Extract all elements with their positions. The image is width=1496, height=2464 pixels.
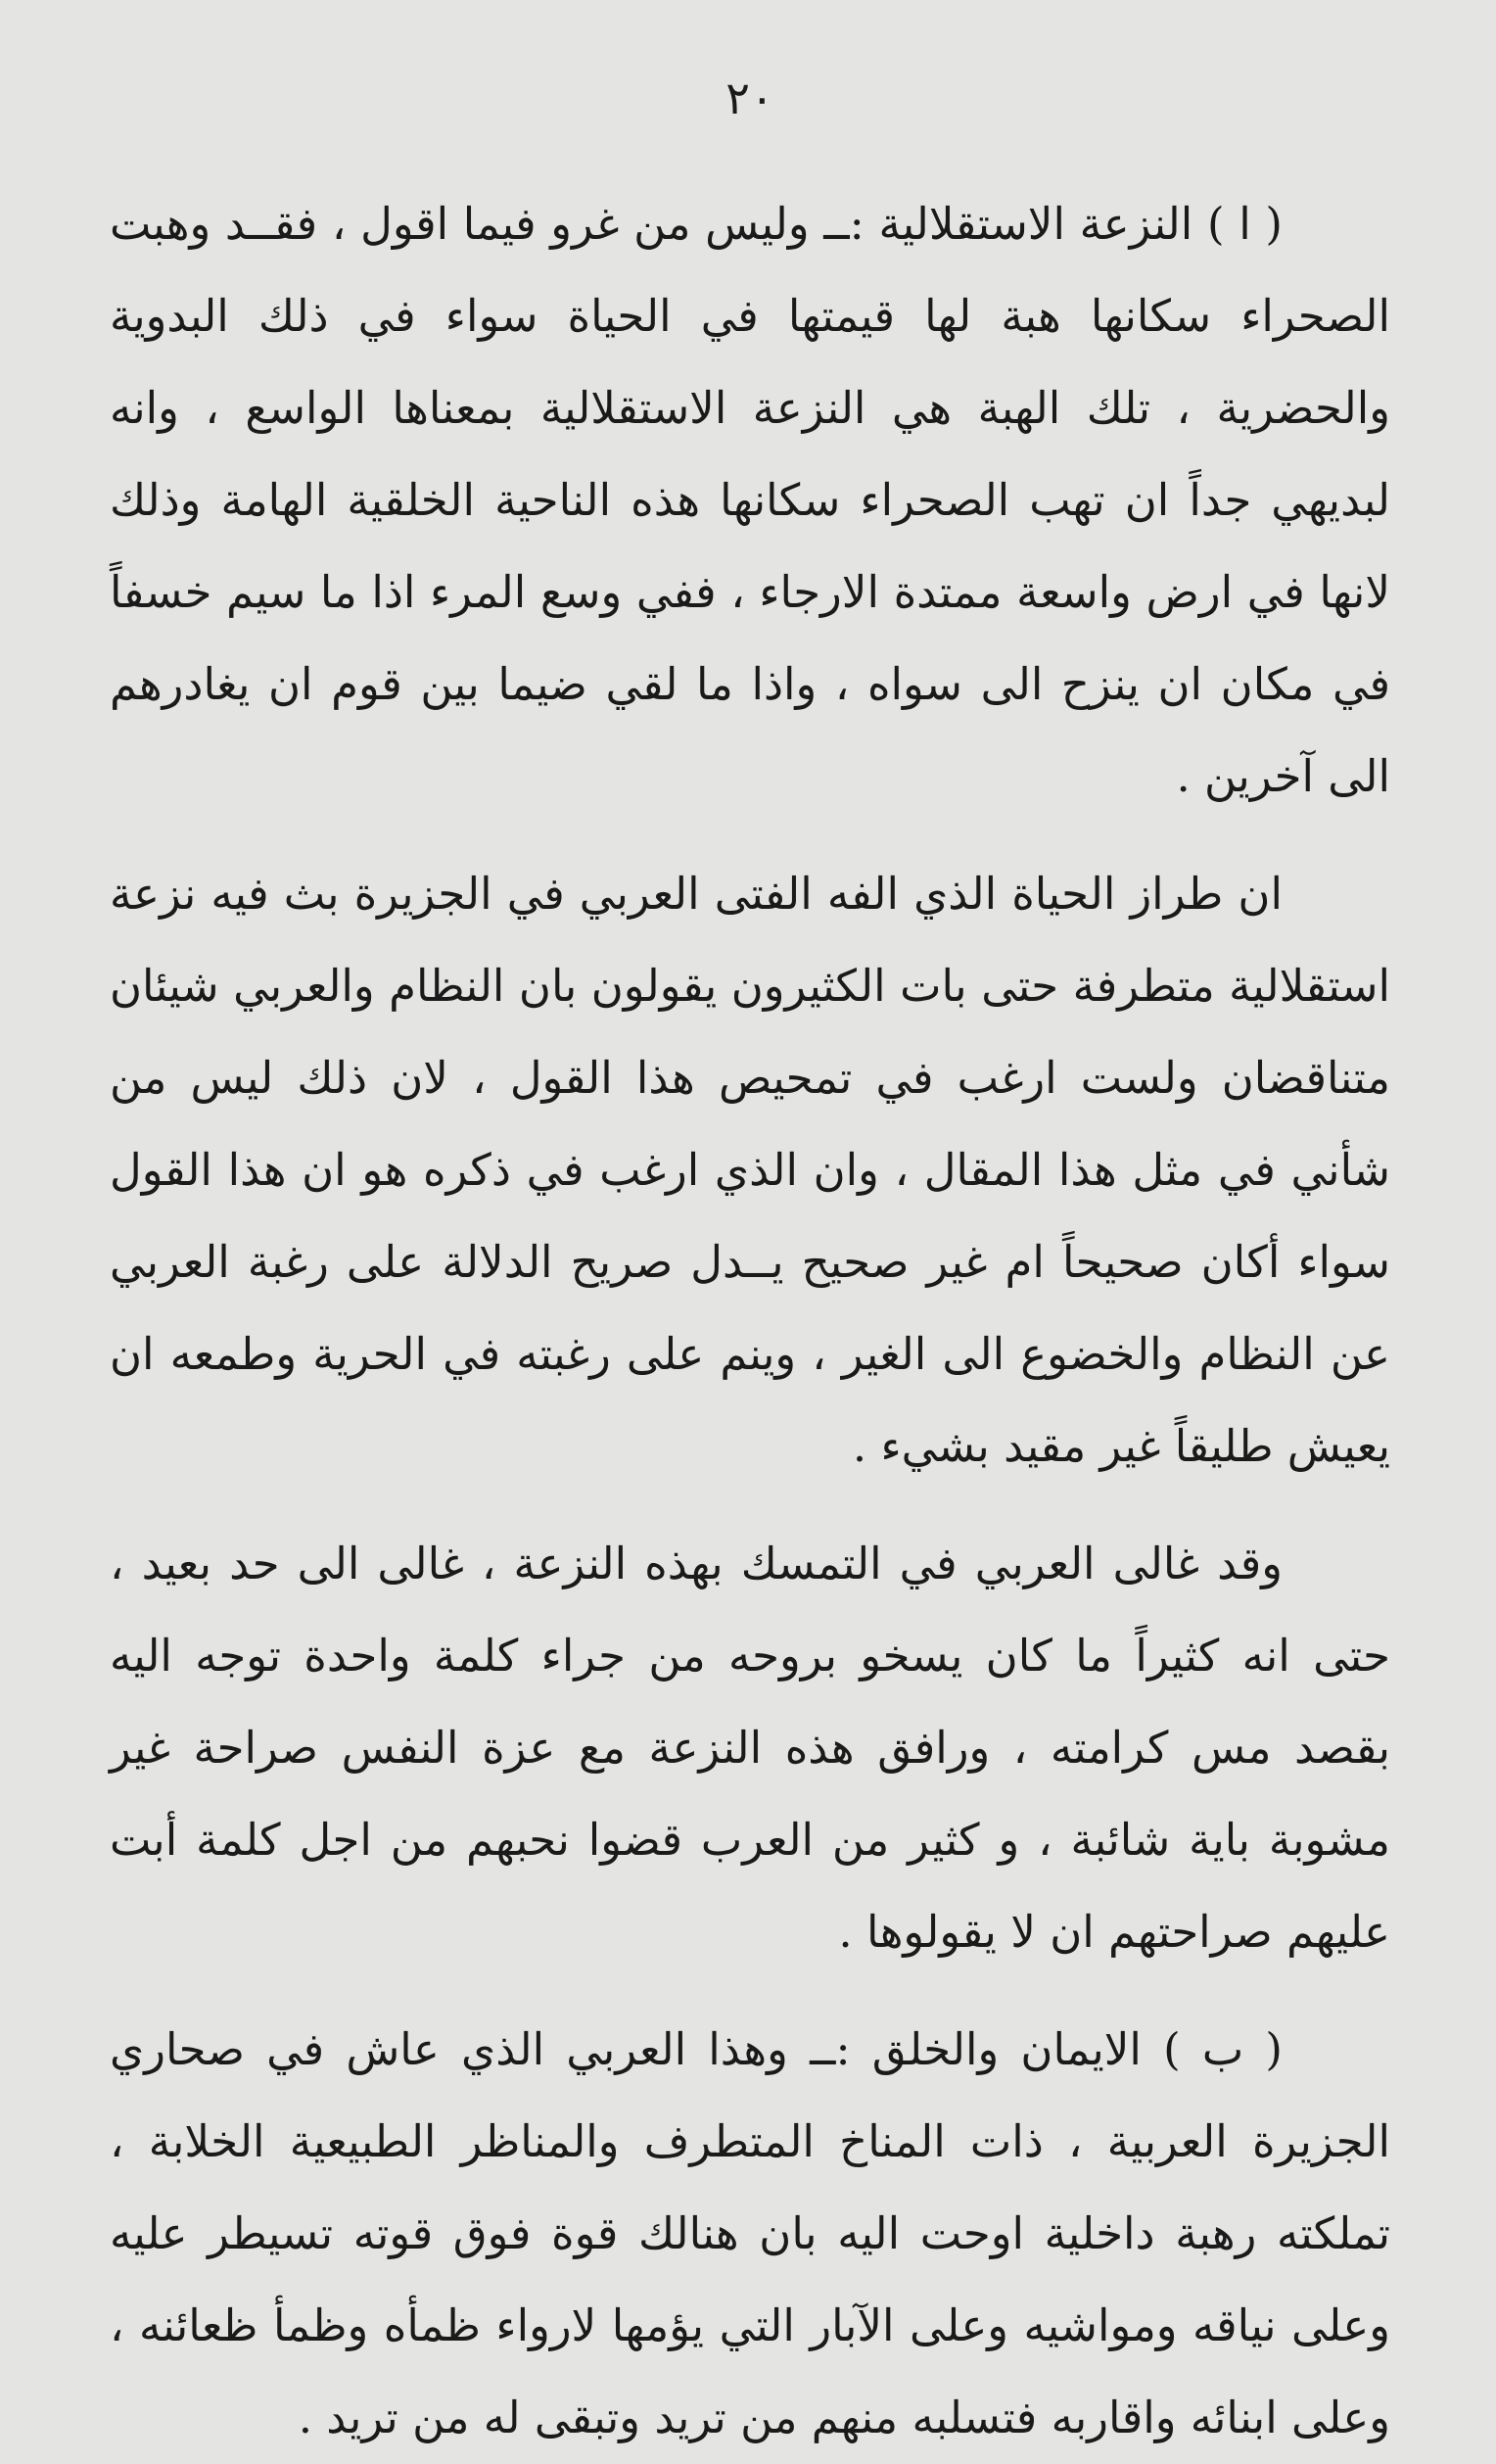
paragraph-faith: [110, 2004, 1390, 2464]
section-heading-a: ( ا ) النزعة الاستقلالية :ــ: [823, 198, 1283, 250]
section-heading-b: ( ب ) الايمان والخلق :ــ: [810, 2023, 1283, 2075]
paragraph-text: وليس من غرو فيما اقول ، فقــد وهبت الصحراء سكانها هبة لها قيمتها في الحياة سواء في ذلك البدوية والحضرية ، تلك الهبة هي النزعة الاستقلالية بمعناها الواسع ، وانه لبديهي جداً ان تهب الصحراء سكانها هذه الناحية الخلقية الهامة وذلك لانها في ارض واسعة ممتدة الارجاء ، ففي وسع المرء اذا ما سيم خسفاً في مكان ان ينزح الى سواه ، واذا ما لقي ضيما بين قوم ان يغادرهم الى آخرين .: [110, 198, 1390, 802]
paragraph-lifestyle: [110, 848, 1390, 1493]
paragraph-dignity: [110, 1518, 1390, 1978]
paragraph-text: وقد غالى العربي في التمسك بهذه النزعة ، غالى الى حد بعيد ، حتى انه كثيراً ما كان يسخو بروحه من جراء كلمة واحدة توجه اليه بقصد مس كرامته ، ورافق هذه النزعة مع عزة النفس صراحة غير مشوبة باية شائبة ، و كثير من العرب قضوا نحبهم من اجل كلمة أبت عليهم صراحتهم ان لا يقولوها .: [110, 1538, 1390, 1958]
page-number: ٢٠: [725, 71, 774, 124]
paragraph-independence: [110, 178, 1390, 823]
paragraph-text: وهذا العربي الذي عاش في صحاري الجزيرة العربية ، ذات المناخ المتطرف والمناظر الطبيعية الخلابة ، تملكته رهبة داخلية اوحت اليه بان هنالك قوة فوق قوته تسيطر عليه وعلى نياقه ومواشيه وعلى الآبار التي يؤمها لارواء ظمأه وظمأ ظعائنه ، وعلى ابنائه واقاربه فتسلبه منهم من تريد وتبقى له من تريد .: [110, 2023, 1390, 2443]
paragraph-text: ان طراز الحياة الذي الفه الفتى العربي في الجزيرة بث فيه نزعة استقلالية متطرفة حتى بات الكثيرون يقولون بان النظام والعربي شيئان متناقضان ولست ارغب في تمحيص هذا القول ، لان ذلك ليس من شأني في مثل هذا المقال ، وان الذي ارغب في ذكره هو ان هذا القول سواء أكان صحيحاً ام غير صحيح يــدل صريح الدلالة على رغبة العربي عن النظام والخضوع الى الغير ، وينم على رغبته في الحرية وطمعه ان يعيش طليقاً غير مقيد بشيء .: [110, 868, 1390, 1472]
